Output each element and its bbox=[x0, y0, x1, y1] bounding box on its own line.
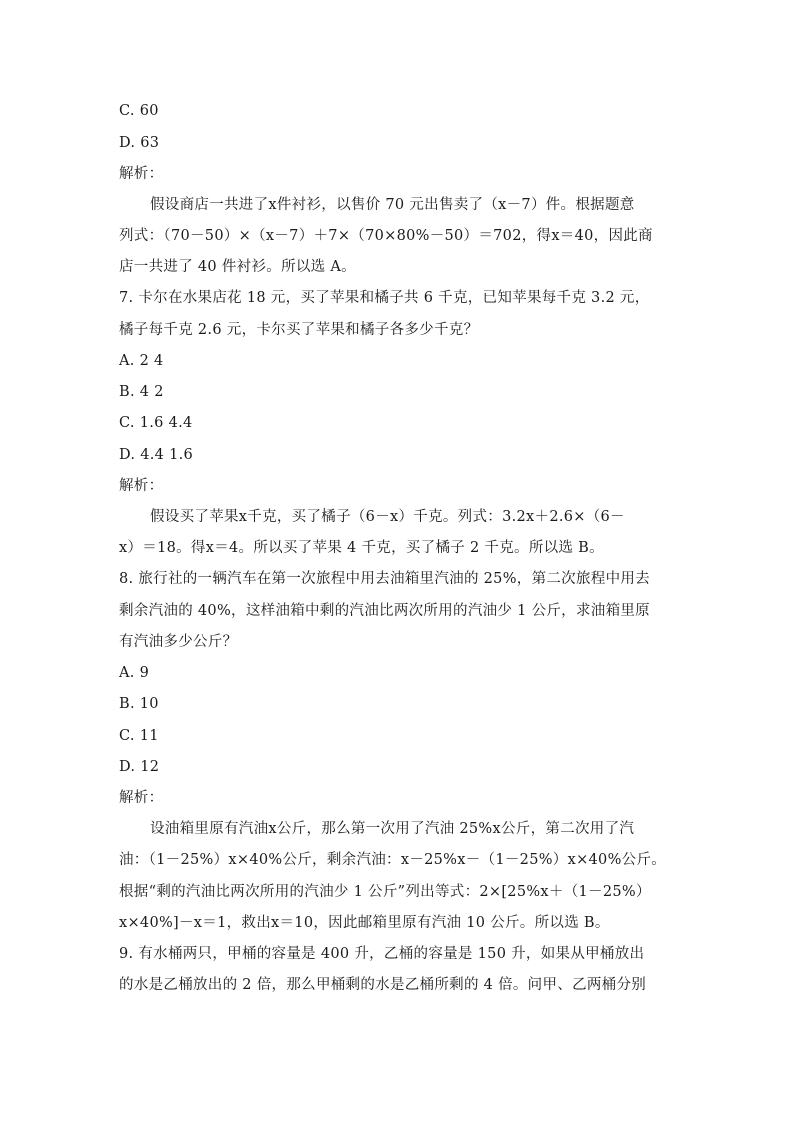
q8-option-d: D. 12 bbox=[119, 759, 160, 775]
q8-option-a: A. 9 bbox=[119, 665, 150, 681]
q7-option-a: A. 2 4 bbox=[119, 353, 164, 369]
q9-question-line: 9. 有水桶两只，甲桶的容量是 400 升，乙桶的容量是 150 升，如果从甲桶放出 bbox=[119, 946, 645, 962]
q7-analysis-line: x）＝18。得x＝4。所以买了苹果 4 千克，买了橘子 2 千克。所以选 B。 bbox=[119, 540, 604, 556]
q8-analysis-label: 解析： bbox=[119, 790, 164, 806]
q6-option-d: D. 63 bbox=[119, 135, 160, 151]
q7-option-c: C. 1.6 4.4 bbox=[119, 415, 193, 431]
q8-question-line: 8. 旅行社的一辆汽车在第一次旅程中用去油箱里汽油的 25%，第二次旅程中用去 bbox=[119, 571, 650, 587]
q8-option-b: B. 10 bbox=[119, 696, 159, 712]
q9-question-line: 的水是乙桶放出的 2 倍，那么甲桶剩的水是乙桶所剩的 4 倍。问甲、乙两桶分别 bbox=[119, 977, 647, 993]
q8-analysis-line: x×40%]－x＝1，救出x＝10，因此邮箱里原有汽油 10 公斤。所以选 B。 bbox=[119, 915, 610, 931]
q8-analysis-line: 油：（1－25%）x×40%公斤，剩余汽油：x－25%x－（1－25%）x×40%公斤。 bbox=[119, 852, 667, 868]
q7-option-b: B. 4 2 bbox=[119, 384, 164, 400]
q7-question-line: 橘子每千克 2.6 元，卡尔买了苹果和橘子各多少千克？ bbox=[119, 322, 479, 338]
q6-analysis-label: 解析： bbox=[119, 166, 164, 182]
q8-question-line: 有汽油多少公斤？ bbox=[119, 634, 238, 650]
q6-analysis-line: 列式：（70－50）×（x－7）＋7×（70×80%－50）＝702，得x＝40，因此商 bbox=[119, 228, 653, 244]
q8-analysis-line: 根据“剩的汽油比两次所用的汽油少 1 公斤”列出等式：2×[25%x＋（1－25%） bbox=[119, 884, 651, 900]
q7-analysis-line: 假设买了苹果x千克，买了橘子（6－x）千克。列式：3.2x＋2.6×（6－ bbox=[150, 509, 625, 525]
q7-question-line: 7. 卡尔在水果店花 18 元，买了苹果和橘子共 6 千克，已知苹果每千克 3.2 元， bbox=[119, 290, 650, 306]
q8-question-line: 剩余汽油的 40%，这样油箱中剩的汽油比两次所用的汽油少 1 公斤，求油箱里原 bbox=[119, 603, 650, 619]
q8-analysis-line: 设油箱里原有汽油x公斤，那么第一次用了汽油 25%x公斤，第二次用了汽 bbox=[150, 821, 635, 837]
q6-option-c: C. 60 bbox=[119, 103, 159, 119]
q6-analysis-line: 假设商店一共进了x件衬衫，以售价 70 元出售卖了（x－7）件。根据题意 bbox=[150, 197, 635, 213]
q6-analysis-line: 店一共进了 40 件衬衫。所以选 A。 bbox=[119, 259, 356, 275]
q8-option-c: C. 11 bbox=[119, 728, 159, 744]
q7-option-d: D. 4.4 1.6 bbox=[119, 447, 194, 463]
q7-analysis-label: 解析： bbox=[119, 478, 164, 494]
